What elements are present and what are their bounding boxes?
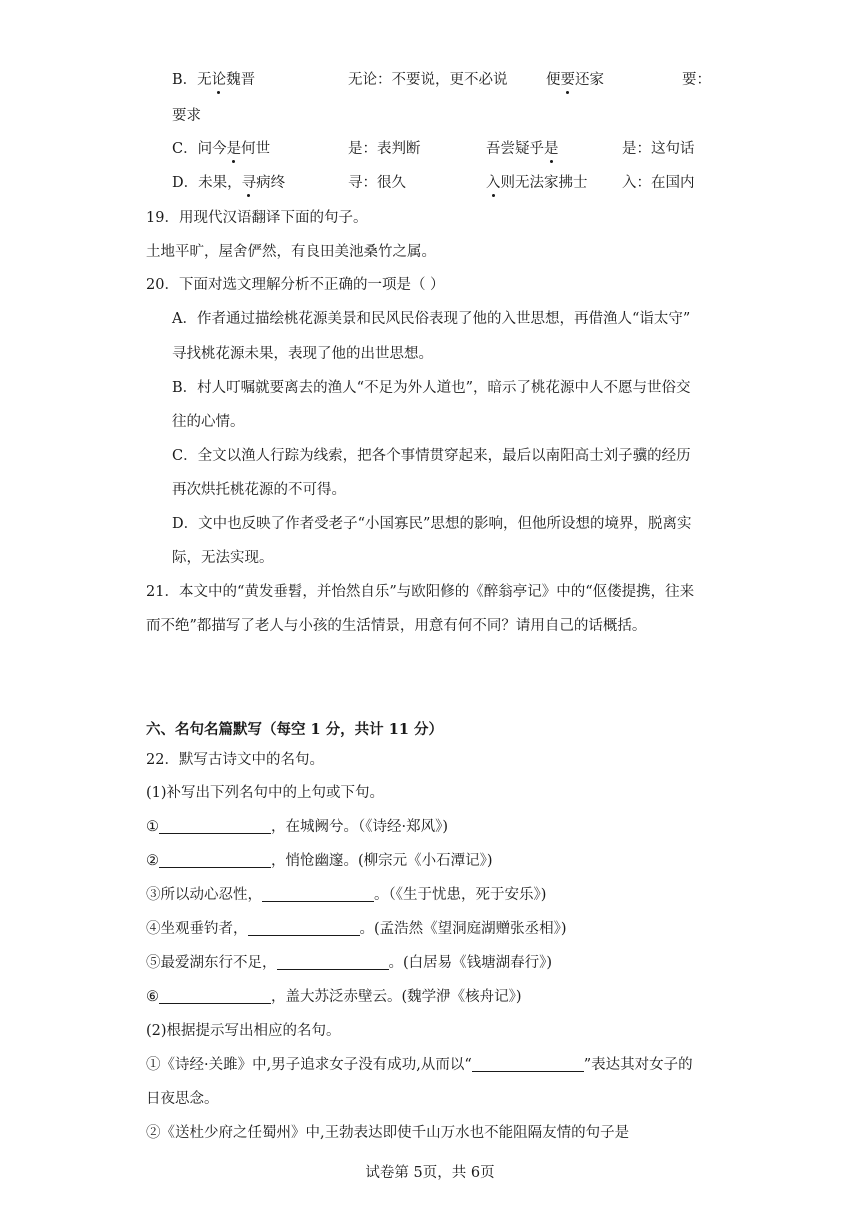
q18-c-gloss2: 是：这句话 [622,141,695,157]
q18-b-prefix: B．无 [172,72,212,88]
answer-blank[interactable] [262,885,374,902]
q20-option-b-line1: B．村人叮嘱就要离去的渔人“不足为外人道也”，暗示了桃花源中人不愿与世俗交 [172,380,691,396]
section-6-heading: 六、名句名篇默写（每空 1 分，共计 11 分） [146,721,443,738]
q22-part2-instruction: (2)根据提示写出相应的名句。 [146,1023,341,1039]
q18-d-gloss1: 寻：很久 [348,175,406,191]
dictation-item-6: ⑥ ，盖大苏泛赤壁云。(魏学洢《核舟记》) [146,989,522,1005]
q20-option-b-line2: 往的心情。 [172,414,245,430]
q20-stem: 20．下面对选文理解分析不正确的一项是（ ） [146,277,445,293]
q20-option-a-line2: 寻找桃花源未果，表现了他的出世思想。 [172,346,433,362]
q22-part2-item-2: ②《送杜少府之任蜀州》中,王勃表达即使千山万水也不能阻隔友情的句子是 [146,1125,630,1141]
q18-d-part2: 入则无法家拂士 [486,175,588,191]
q19-sentence: 土地平旷，屋舍俨然，有良田美池桑竹之属。 [146,244,436,260]
dictation-item-3: ③所以动心忍性， 。（《生于忧患，死于安乐》) [146,887,547,903]
q20-option-d-line2: 际，无法实现。 [172,550,274,566]
q18-d-gloss2: 入：在国内 [622,175,695,191]
q18-option-c: C．问今是何世 [172,141,271,157]
q18-option-d: D．未果，寻病终 [172,175,286,191]
q18-b-part2: 便要还家 [546,72,604,88]
emphasis-dot-char: 是 [544,141,559,157]
q22-part2-item-1-cont: 日夜思念。 [146,1091,219,1107]
emphasis-dot-char: 入 [486,175,501,191]
q20-option-c-line1: C．全文以渔人行踪为线索，把各个事情贯穿起来，最后以南阳高士刘子骥的经历 [172,448,691,464]
answer-blank[interactable] [277,953,389,970]
q18-c-gloss1: 是：表判断 [348,141,421,157]
q20-option-d-line1: D．文中也反映了作者受老子“小国寡民”思想的影响，但他所设想的境界，脱离实 [172,516,692,532]
answer-blank[interactable] [159,987,271,1004]
dictation-item-1: ① ，在城阙兮。（《诗经·郑风》) [146,819,449,835]
q20-option-a-line1: A．作者通过描绘桃花源美景和民风民俗表现了他的入世思想，再借渔人“诣太守” [172,311,691,327]
page-footer: 试卷第 5页，共 6页 [365,1165,495,1181]
q18-option-b-line1 [172,70,255,90]
q18-b-word: 魏晋 [226,72,256,88]
q18-b-gloss2-tail: 要求 [172,108,201,124]
q18-b-gloss1: 无论：不要说，更不必说 [348,72,508,88]
q18-b-gloss2-head: 要： [682,72,711,88]
dictation-item-5: ⑤最爱湖东行不足， 。(白居易《钱塘湖春行》) [146,955,553,971]
answer-blank[interactable] [159,851,271,868]
emphasis-dot-char: 论 [211,72,227,88]
q21-line1: 21．本文中的“黄发垂髫，并怡然自乐”与欧阳修的《醉翁亭记》中的“伛偻提携，往来 [146,584,695,600]
q21-line2: 而不绝”都描写了老人与小孩的生活情景，用意有何不同？请用自己的话概括。 [146,618,647,634]
dictation-item-2: ② ，悄怆幽邃。(柳宗元《小石潭记》) [146,853,493,869]
q18-c-part2: 吾尝疑乎是 [486,141,559,157]
q22-part2-item-1: ①《诗经·关雎》中,男子追求女子没有成功,从而以“ ”表达其对女子的 [146,1057,693,1073]
emphasis-dot-char: 寻 [241,175,257,191]
emphasis-dot-char: 要 [560,72,575,88]
q20-option-c-line2: 再次烘托桃花源的不可得。 [172,482,346,498]
q22-part1-instruction: (1)补写出下列名句中的上句或下句。 [146,785,385,801]
q22-stem: 22．默写古诗文中的名句。 [146,752,324,768]
answer-blank[interactable] [248,919,360,936]
dictation-item-4: ④坐观垂钓者， 。(孟浩然《望洞庭湖赠张丞相》) [146,921,567,937]
answer-blank[interactable] [159,817,271,834]
answer-blank[interactable] [472,1055,584,1072]
q19-stem: 19．用现代汉语翻译下面的句子。 [146,210,368,226]
emphasis-dot-char: 是 [226,141,242,157]
